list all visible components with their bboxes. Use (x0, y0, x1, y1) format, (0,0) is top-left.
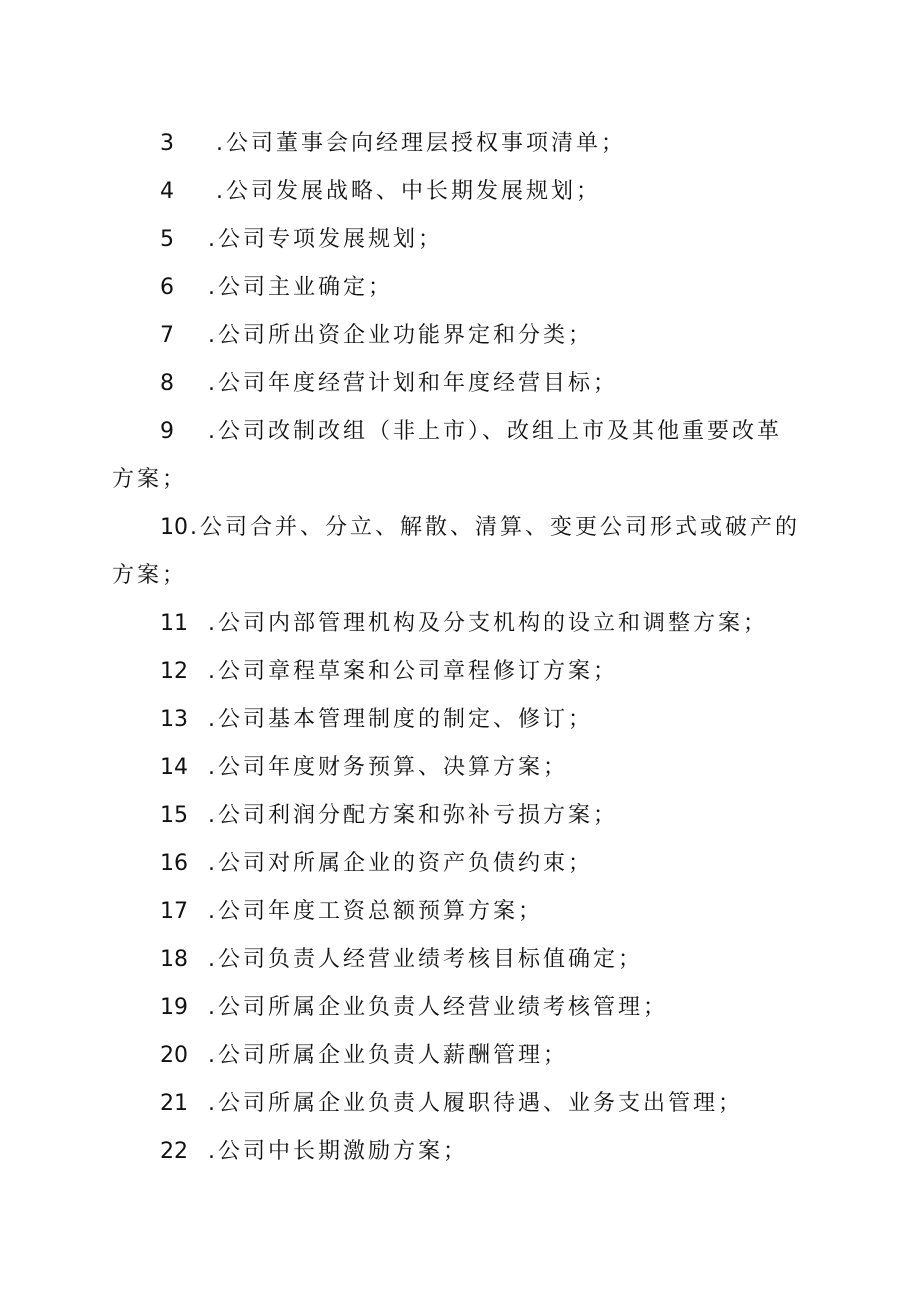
item-continuation: 方案； (112, 467, 188, 492)
item-text: .公司合并、分立、解散、清算、变更公司形式或破产的 (190, 515, 800, 540)
item-number: 3 (160, 131, 174, 156)
item-number: 10 (160, 515, 188, 540)
item-number: 8 (160, 371, 174, 396)
item-number: 5 (160, 227, 174, 252)
list-item (112, 312, 812, 360)
list-item (112, 600, 812, 648)
item-number: 16 (160, 851, 188, 876)
list-item (112, 1080, 812, 1128)
list-item (112, 504, 812, 600)
item-number: 17 (160, 899, 188, 924)
item-text: .公司董事会向经理层授权事项清单； (216, 131, 626, 156)
item-text: .公司主业确定； (208, 275, 393, 300)
item-text: .公司所出资企业功能界定和分类； (208, 323, 593, 348)
item-number: 19 (160, 995, 188, 1020)
list-item (112, 120, 812, 168)
item-text: .公司利润分配方案和弥补亏损方案； (208, 803, 618, 828)
item-number: 18 (160, 947, 188, 972)
list-item (112, 408, 812, 504)
item-number: 11 (160, 611, 188, 636)
item-number: 7 (160, 323, 174, 348)
list-item (112, 168, 812, 216)
item-text: .公司中长期激励方案； (208, 1139, 468, 1164)
item-continuation: 方案； (112, 563, 188, 588)
list-item (112, 360, 812, 408)
list-item (112, 216, 812, 264)
item-text: .公司发展战略、中长期发展规划； (216, 179, 601, 204)
item-text: .公司年度经营计划和年度经营目标； (208, 371, 618, 396)
list-item (112, 840, 812, 888)
list-item (112, 1128, 812, 1176)
item-number: 21 (160, 1091, 188, 1116)
list-item (112, 264, 812, 312)
item-number: 22 (160, 1139, 188, 1164)
item-number: 4 (160, 179, 174, 204)
item-number: 6 (160, 275, 174, 300)
item-text: .公司所属企业负责人履职待遇、业务支出管理； (208, 1091, 743, 1116)
item-number: 20 (160, 1043, 188, 1068)
item-number: 12 (160, 659, 188, 684)
list-item (112, 936, 812, 984)
item-number: 15 (160, 803, 188, 828)
item-text: .公司专项发展规划； (208, 227, 443, 252)
item-text: .公司年度财务预算、决算方案； (208, 755, 568, 780)
item-text: .公司所属企业负责人经营业绩考核管理； (208, 995, 668, 1020)
list-item (112, 648, 812, 696)
item-text: .公司改制改组（非上市）、改组上市及其他重要改革 (208, 419, 782, 444)
item-text: .公司内部管理机构及分支机构的设立和调整方案； (208, 611, 768, 636)
list-item (112, 792, 812, 840)
item-text: .公司负责人经营业绩考核目标值确定； (208, 947, 643, 972)
item-text: .公司对所属企业的资产负债约束； (208, 851, 593, 876)
item-text: .公司基本管理制度的制定、修订； (208, 707, 593, 732)
list-item (112, 696, 812, 744)
authorization-list (112, 120, 812, 1176)
item-text: .公司年度工资总额预算方案； (208, 899, 543, 924)
item-number: 14 (160, 755, 188, 780)
list-item (112, 1032, 812, 1080)
list-item (112, 984, 812, 1032)
list-item (112, 744, 812, 792)
item-text: .公司所属企业负责人薪酬管理； (208, 1043, 568, 1068)
item-number: 9 (160, 419, 174, 444)
item-text: .公司章程草案和公司章程修订方案； (208, 659, 618, 684)
item-number: 13 (160, 707, 188, 732)
list-item (112, 888, 812, 936)
